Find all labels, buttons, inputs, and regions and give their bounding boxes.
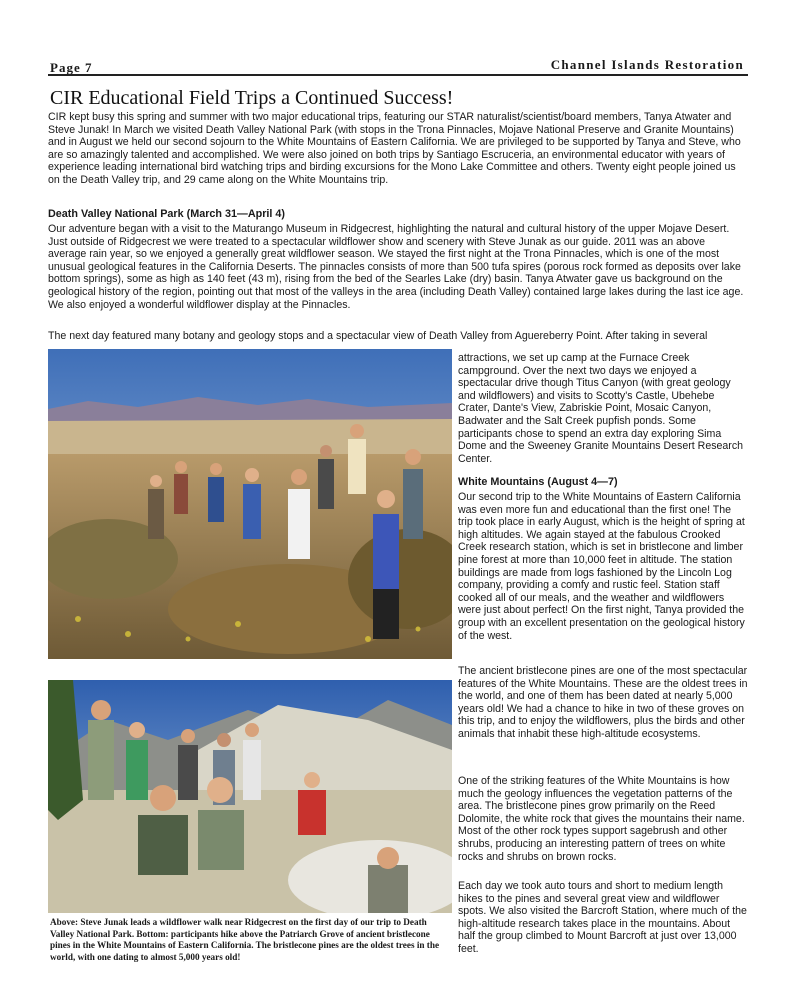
death-valley-paragraph-1: Our adventure began with a visit to the Maturango Museum in Ridgecrest, highlighting the natural and cultural history of the upper Mojave Desert. Just outside of Ridgecrest we were treated to a spectacular wildflower show and scenery with Steve Junak as our guide. 2011 was an above average rain year, so we enjoyed a generally great wildflower season. We stayed the first night at the Trona Pinnacles, which is one of the most unusual geological features in the California Deserts. The pinnacles consists of more than 500 tufa spires (porous rock formed as deposits over lake bottom springs), some as high as 140 feet (43 m), rising from the bed of the Searles Lake (dry) basin. Tanya Atwater gave us background on the geological history of the region, pointing out that most of the valleys in the area (including Death Valley) contained large lakes during the last ice age. We also enjoyed a wonderful wildflower display at the Pinnacles. (48, 223, 744, 311)
photo-desert-wildflower-walk (48, 349, 452, 659)
photo-caption: Above: Steve Junak leads a wildflower walk near Ridgecrest on the first day of our trip to Death Valley National Park. Bottom: participants hike above the Patriarch Grove of ancient bristlecone pines in the White Mountains of Eastern California. The bristlecone pines are the oldest trees in the world, with one dating to almost 5,000 years old! (50, 917, 440, 962)
mountain-group-illustration (48, 680, 452, 913)
white-mountains-heading: White Mountains (August 4—7) (458, 476, 618, 488)
death-valley-paragraph-2: The next day featured many botany and geology stops and a spectacular view of Death Valley from Aguereberry Point. After taking in several (48, 330, 708, 342)
death-valley-heading: Death Valley National Park (March 31—April 4) (48, 208, 286, 220)
death-valley-paragraph-3: attractions, we set up camp at the Furnace Creek campground. Over the next two days we enjoyed a spectacular drive though Titus Canyon (with great geology and wildflowers) and visits to Scotty's Castle, Ubehebe Crater, Dante's View, Zabriskie Point, Mosaic Canyon, Badwater and the Salt Creek pupfish ponds. Some participants chose to spend an extra day exploring Sima Dome and the Sweeney Granite Mountains Desert Research Center. (458, 352, 744, 465)
white-mountains-paragraph-2: The ancient bristlecone pines are one of the most spectacular features of the White Mountains. These are the oldest trees in the world, and one of them has been dated at nearly 5,000 years old! We had a chance to hike in two of these groves on this trip, and to enjoy the wildflowers, plus the birds and other animals that inhabit these high-altitude ecosystems. (458, 665, 748, 740)
page-number: Page 7 (50, 60, 93, 75)
intro-paragraph: CIR kept busy this spring and summer with two major educational trips, featuring our STAR naturalist/scientist/board members, Tanya Atwater and Steve Junak! In March we visited Death Valley National Park (with stops in the Trona Pinnacles, Mojave National Preserve and Granite Mountains) and in August we held our second sojourn to the White Mountains of Eastern California. We are privileged to be supported by Tanya and Steve, who are so amazingly talented and accomplished. We were also joined on both trips by Santiago Escruceria, an environmental educator with years of experience leading international bird watching trips and birding excursions for the Mono Lake Committee and others. Twenty eight people joined us on the Death Valley trip, and 29 came along on the White Mountains trip. (48, 111, 741, 186)
header-rule (48, 74, 748, 76)
article-title: CIR Educational Field Trips a Continued Success! (50, 87, 454, 109)
white-mountains-paragraph-3: One of the striking features of the White Mountains is how much the geology influences the vegetation patterns of the area. The bristlecone pines grow primarily on the Reed Dolomite, the white rock that gives the mountains their name. Most of the other rock types support sagebrush and other shrubs, producing an interesting pattern of trees on white rocks and shrubs on brown rocks. (458, 775, 745, 863)
desert-group-illustration (48, 349, 452, 659)
photo-bristlecone-hike (48, 680, 452, 913)
publication-name: Channel Islands Restoration (550, 57, 744, 72)
white-mountains-paragraph-1: Our second trip to the White Mountains of Eastern California was even more fun and educational than the first one! The trip took place in early August, which is the height of spring at high altitudes. We again stayed at the fabulous Crooked Creek research station, which is set in bristlecone and limber pine forest at more than 10,000 feet in altitude. The station buildings are made from logs fashioned by the Lincoln Log company, providing a comfy and rustic feel. Station staff cooked all of our meals, and the weather and wildflowers were just about perfect! On the first night, Tanya provided the group with an excellent presentation on the geological history of the west. (458, 491, 745, 642)
white-mountains-paragraph-4: Each day we took auto tours and short to medium length hikes to the pines and several great view and wildflower spots. We also visited the Barcroft Station, where much of the high-altitude research takes place in the mountains. About half the group climbed to Mount Barcroft at just over 13,000 feet. (458, 880, 747, 955)
